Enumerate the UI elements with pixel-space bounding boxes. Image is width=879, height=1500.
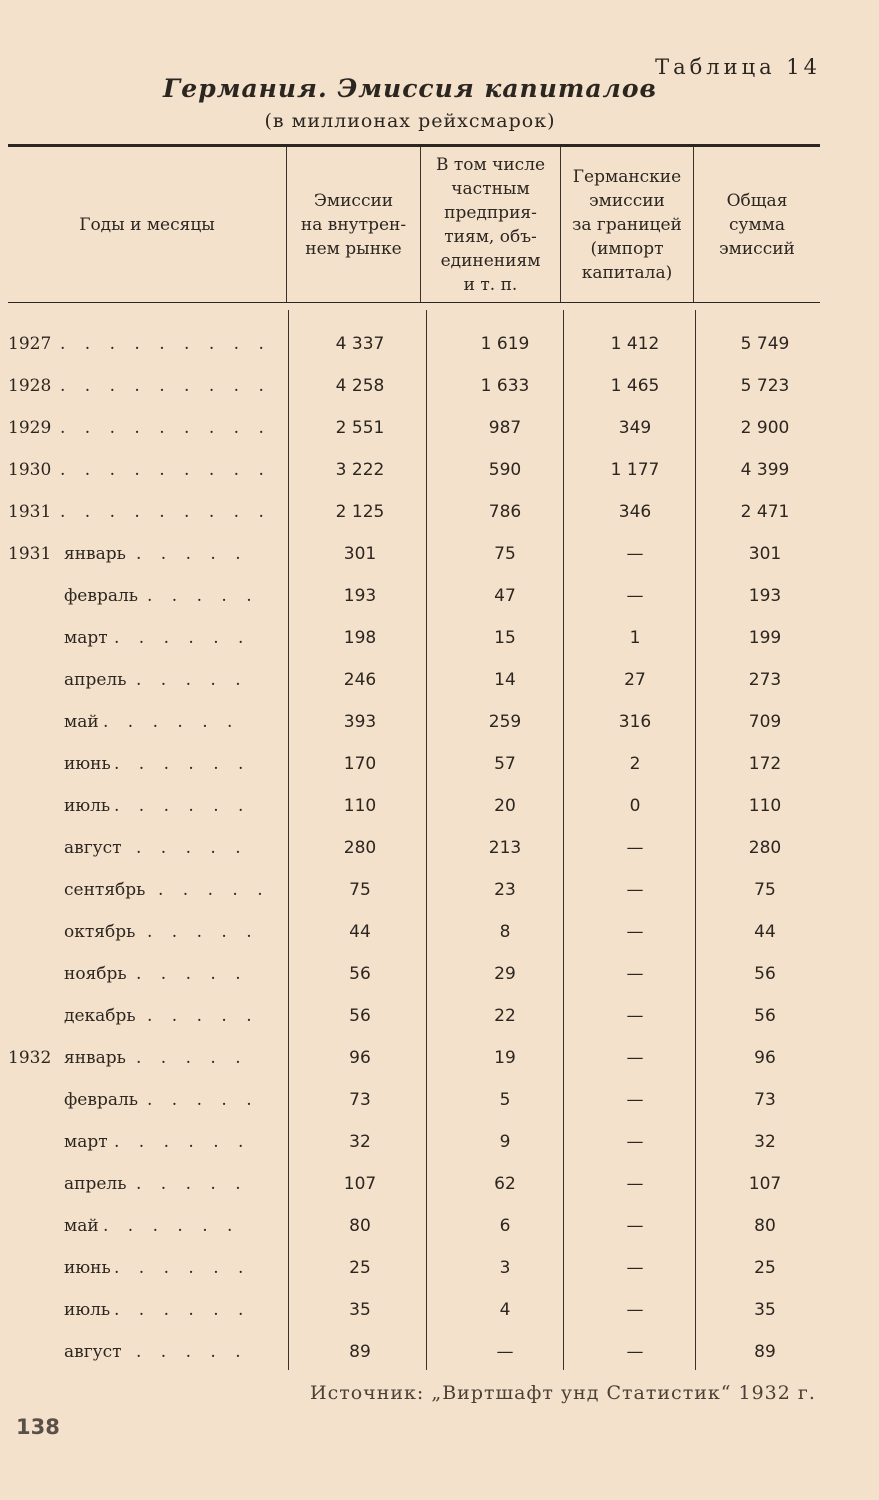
row-month: декабрь	[64, 1006, 136, 1026]
cell-domestic: 56	[349, 964, 371, 984]
row-leader-dots: . . . . . .	[114, 1132, 251, 1152]
cell-total: 110	[748, 796, 782, 816]
cell-total: 56	[754, 964, 776, 984]
row-leader-dots: . . . . . .	[114, 1300, 251, 1320]
cell-private: 62	[494, 1174, 516, 1194]
cell-total: 96	[754, 1048, 776, 1068]
table-label: Таблица 14	[655, 55, 821, 79]
cell-foreign: 2	[629, 754, 641, 774]
cell-total: 56	[754, 1006, 776, 1026]
cell-total: 301	[748, 544, 782, 564]
cell-total: 280	[748, 838, 782, 858]
row-leader-dots: . . . . . .	[103, 1216, 240, 1236]
page-title: Германия. Эмиссия капиталов	[163, 74, 657, 103]
cell-private: 19	[494, 1048, 516, 1068]
header-private: В том числе частным предприя- тиям, объ- единениям и т. п.	[435, 154, 546, 295]
table-row	[0, 1292, 879, 1334]
cell-foreign: —	[626, 1132, 644, 1152]
cell-total: 199	[748, 628, 782, 648]
cell-total: 80	[754, 1216, 776, 1236]
row-month: июнь	[64, 754, 111, 774]
row-leader-dots: . . . . .	[136, 1174, 248, 1194]
cell-foreign: —	[626, 1342, 644, 1362]
cell-foreign: 27	[624, 670, 646, 690]
row-month: август	[64, 1342, 122, 1362]
row-leader-dots: . . . . .	[158, 880, 270, 900]
row-year: 1927	[8, 334, 52, 354]
cell-foreign: —	[626, 544, 644, 564]
table-row	[0, 326, 879, 368]
cell-private: 6	[499, 1216, 511, 1236]
cell-private: —	[496, 1342, 514, 1362]
cell-total: 75	[754, 880, 776, 900]
row-month: ноябрь	[64, 964, 127, 984]
table-row	[0, 1166, 879, 1208]
row-leader-dots: . . . . . .	[114, 1258, 251, 1278]
table-header	[8, 147, 820, 302]
cell-foreign: 346	[618, 502, 652, 522]
cell-private: 9	[499, 1132, 511, 1152]
row-month: май	[64, 1216, 99, 1236]
row-month: март	[64, 628, 108, 648]
cell-private: 23	[494, 880, 516, 900]
row-month: июль	[64, 796, 111, 816]
cell-domestic: 198	[343, 628, 377, 648]
cell-private: 75	[494, 544, 516, 564]
cell-foreign: —	[626, 1090, 644, 1110]
row-year: 1931	[8, 544, 52, 564]
page-subtitle: (в миллионах рейхсмарок)	[264, 110, 556, 132]
header-years-months: Годы и месяцы	[79, 214, 215, 235]
table-row	[0, 1124, 879, 1166]
cell-private: 8	[499, 922, 511, 942]
cell-private: 57	[494, 754, 516, 774]
cell-foreign: —	[626, 1258, 644, 1278]
page-number: 138	[16, 1415, 60, 1439]
header-foreign: Германские эмиссии за границей (импорт капитала)	[572, 166, 682, 283]
header-total: Общая сумма эмиссий	[719, 190, 795, 259]
cell-domestic: 3 222	[335, 460, 385, 480]
cell-foreign: 349	[618, 418, 652, 438]
cell-domestic: 107	[343, 1174, 377, 1194]
cell-total: 44	[754, 922, 776, 942]
cell-foreign: —	[626, 880, 644, 900]
cell-private: 14	[494, 670, 516, 690]
row-leader-dots: . . . . . .	[114, 796, 251, 816]
cell-domestic: 25	[349, 1258, 371, 1278]
cell-foreign: 1 465	[610, 376, 660, 396]
cell-total: 89	[754, 1342, 776, 1362]
cell-total: 73	[754, 1090, 776, 1110]
cell-domestic: 73	[349, 1090, 371, 1110]
cell-foreign: —	[626, 1300, 644, 1320]
table-row	[0, 452, 879, 494]
row-month: август	[64, 838, 122, 858]
cell-foreign: 316	[618, 712, 652, 732]
cell-foreign: —	[626, 1216, 644, 1236]
table-row	[0, 830, 879, 872]
cell-private: 20	[494, 796, 516, 816]
row-year: 1931	[8, 502, 52, 522]
row-year: 1930	[8, 460, 52, 480]
table-row	[0, 536, 879, 578]
row-leader-dots: . . . . . .	[114, 628, 251, 648]
cell-foreign: —	[626, 838, 644, 858]
row-month: апрель	[64, 670, 127, 690]
cell-domestic: 4 258	[335, 376, 385, 396]
cell-total: 273	[748, 670, 782, 690]
cell-private: 4	[499, 1300, 511, 1320]
table-row	[0, 914, 879, 956]
cell-domestic: 32	[349, 1132, 371, 1152]
table-row	[0, 620, 879, 662]
cell-domestic: 56	[349, 1006, 371, 1026]
cell-total: 35	[754, 1300, 776, 1320]
cell-private: 786	[488, 502, 522, 522]
row-leader-dots: . . . . .	[147, 922, 259, 942]
row-leader-dots: . . . . . .	[103, 712, 240, 732]
table-row	[0, 1250, 879, 1292]
cell-total: 709	[748, 712, 782, 732]
row-month: март	[64, 1132, 108, 1152]
cell-private: 1 619	[480, 334, 530, 354]
cell-domestic: 75	[349, 880, 371, 900]
cell-foreign: —	[626, 586, 644, 606]
row-leader-dots: . . . . .	[136, 670, 248, 690]
cell-domestic: 393	[343, 712, 377, 732]
cell-total: 5 723	[740, 376, 790, 396]
table-row	[0, 1082, 879, 1124]
cell-private: 213	[488, 838, 522, 858]
table-row	[0, 788, 879, 830]
cell-domestic: 246	[343, 670, 377, 690]
row-month: январь	[64, 1048, 126, 1068]
row-month: октябрь	[64, 922, 136, 942]
cell-domestic: 193	[343, 586, 377, 606]
row-month: июль	[64, 1300, 111, 1320]
cell-total: 4 399	[740, 460, 790, 480]
row-month: сентябрь	[64, 880, 146, 900]
cell-foreign: —	[626, 922, 644, 942]
row-month: январь	[64, 544, 126, 564]
cell-private: 3	[499, 1258, 511, 1278]
cell-domestic: 301	[343, 544, 377, 564]
cell-total: 172	[748, 754, 782, 774]
table-row	[0, 410, 879, 452]
cell-domestic: 44	[349, 922, 371, 942]
table-row	[0, 998, 879, 1040]
row-month: апрель	[64, 1174, 127, 1194]
row-leader-dots: . . . . .	[136, 964, 248, 984]
cell-total: 5 749	[740, 334, 790, 354]
row-month: июнь	[64, 1258, 111, 1278]
row-leader-dots: . . . . . . . . .	[60, 376, 271, 396]
row-leader-dots: . . . . .	[136, 1342, 248, 1362]
cell-private: 47	[494, 586, 516, 606]
table-row	[0, 1040, 879, 1082]
cell-domestic: 89	[349, 1342, 371, 1362]
cell-domestic: 35	[349, 1300, 371, 1320]
row-year: 1928	[8, 376, 52, 396]
cell-domestic: 170	[343, 754, 377, 774]
cell-foreign: —	[626, 1048, 644, 1068]
table-row	[0, 956, 879, 998]
cell-domestic: 80	[349, 1216, 371, 1236]
cell-domestic: 2 551	[335, 418, 385, 438]
row-leader-dots: . . . . . . . . .	[60, 418, 271, 438]
cell-domestic: 280	[343, 838, 377, 858]
cell-foreign: 0	[629, 796, 641, 816]
row-leader-dots: . . . . . . . . .	[60, 502, 271, 522]
cell-total: 32	[754, 1132, 776, 1152]
cell-private: 1 633	[480, 376, 530, 396]
row-month: февраль	[64, 1090, 139, 1110]
row-leader-dots: . . . . .	[147, 1006, 259, 1026]
row-leader-dots: . . . . . .	[114, 754, 251, 774]
cell-total: 2 900	[740, 418, 790, 438]
cell-private: 29	[494, 964, 516, 984]
cell-total: 193	[748, 586, 782, 606]
row-leader-dots: . . . . .	[136, 1048, 248, 1068]
row-leader-dots: . . . . . . . . .	[60, 334, 271, 354]
row-leader-dots: . . . . .	[147, 1090, 259, 1110]
source-note: Источник: „Виртшафт унд Статистик“ 1932 г.	[310, 1382, 816, 1404]
cell-domestic: 2 125	[335, 502, 385, 522]
row-month: май	[64, 712, 99, 732]
cell-domestic: 4 337	[335, 334, 385, 354]
cell-domestic: 96	[349, 1048, 371, 1068]
cell-foreign: —	[626, 1006, 644, 1026]
table-row	[0, 1334, 879, 1376]
table-row	[0, 578, 879, 620]
cell-private: 22	[494, 1006, 516, 1026]
row-month: февраль	[64, 586, 139, 606]
row-year: 1932	[8, 1048, 52, 1068]
header-domestic: Эмиссии на внутрен- нем рынке	[300, 190, 407, 259]
cell-foreign: —	[626, 1174, 644, 1194]
cell-private: 5	[499, 1090, 511, 1110]
cell-private: 259	[488, 712, 522, 732]
cell-total: 107	[748, 1174, 782, 1194]
cell-domestic: 110	[343, 796, 377, 816]
cell-foreign: 1	[629, 628, 641, 648]
table-row	[0, 872, 879, 914]
cell-private: 15	[494, 628, 516, 648]
cell-total: 2 471	[740, 502, 790, 522]
table-row	[0, 746, 879, 788]
table-row	[0, 1208, 879, 1250]
table-row	[0, 368, 879, 410]
cell-foreign: —	[626, 964, 644, 984]
header-rule	[8, 302, 820, 303]
cell-total: 25	[754, 1258, 776, 1278]
row-year: 1929	[8, 418, 52, 438]
cell-foreign: 1 177	[610, 460, 660, 480]
row-leader-dots: . . . . .	[136, 838, 248, 858]
cell-private: 987	[488, 418, 522, 438]
table-row	[0, 494, 879, 536]
cell-foreign: 1 412	[610, 334, 660, 354]
row-leader-dots: . . . . . . . . .	[60, 460, 271, 480]
row-leader-dots: . . . . .	[147, 586, 259, 606]
cell-private: 590	[488, 460, 522, 480]
table-row	[0, 662, 879, 704]
table-row	[0, 704, 879, 746]
row-leader-dots: . . . . .	[136, 544, 248, 564]
